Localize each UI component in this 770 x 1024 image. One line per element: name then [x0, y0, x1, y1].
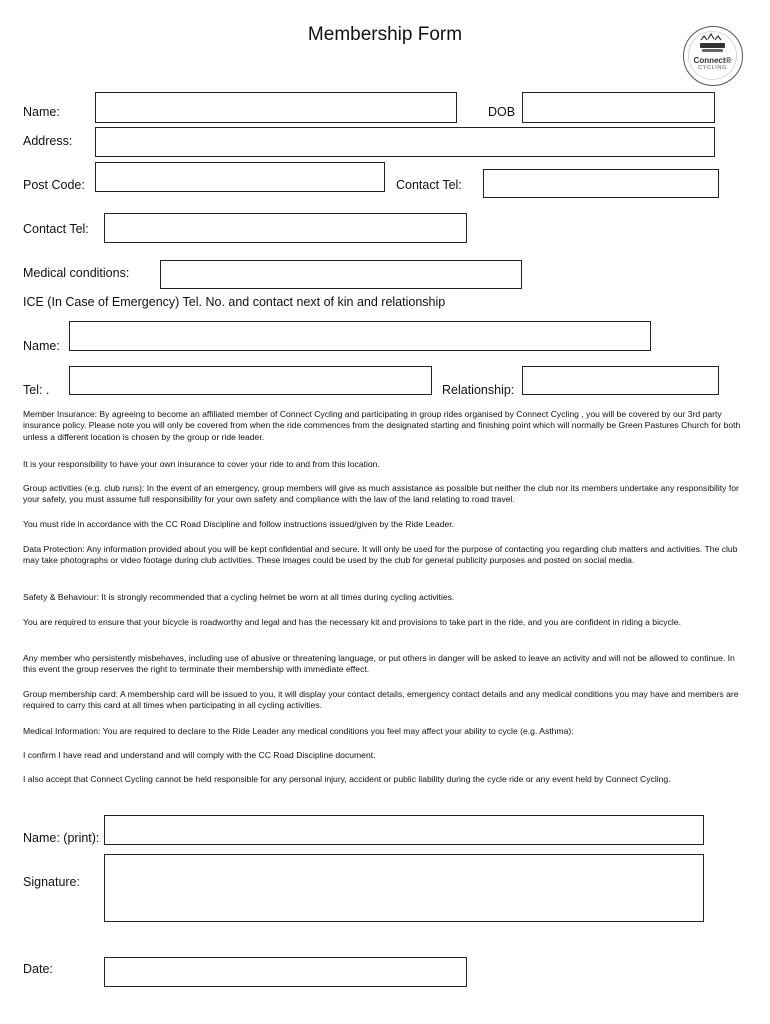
- dob-input[interactable]: [522, 92, 715, 123]
- terms-paragraph: Medical Information: You are required to declare to the Ride Leader any medical conditions you feel may affect your ability to cycle (e.g. Asthma):: [23, 726, 574, 736]
- contact-tel-label-2: Contact Tel:: [23, 222, 89, 236]
- ice-name-label: Name:: [23, 339, 60, 353]
- signature-label: Signature:: [23, 875, 80, 889]
- post-code-label: Post Code:: [23, 178, 85, 192]
- ice-tel-input[interactable]: [69, 366, 432, 395]
- name-label: Name:: [23, 105, 60, 119]
- terms-paragraph: I confirm I have read and understand and will comply with the CC Road Discipline document.: [23, 750, 376, 760]
- ice-name-input[interactable]: [69, 321, 651, 351]
- name-print-input[interactable]: [104, 815, 704, 845]
- terms-paragraph: Safety & Behaviour: It is strongly recommended that a cycling helmet be worn at all times during cycling activities.: [23, 592, 455, 602]
- terms-paragraph: You must ride in accordance with the CC Road Discipline and follow instructions issued/given by the Ride Leader.: [23, 519, 455, 529]
- date-label: Date:: [23, 962, 53, 976]
- address-input[interactable]: [95, 127, 715, 157]
- contact-tel-input-2[interactable]: [104, 213, 467, 243]
- page-title: Membership Form: [307, 24, 463, 45]
- address-label: Address:: [23, 134, 73, 148]
- logo-name: Connect®: [693, 56, 732, 65]
- post-code-input[interactable]: [95, 162, 385, 192]
- medical-conditions-label: Medical conditions:: [23, 266, 130, 280]
- terms-paragraph: Group membership card: A membership card will be issued to you, it will display your contact details, emergency contact details and any medical conditions you may have and members are required to carry this card at all times when participating in all cycling activities.: [23, 689, 739, 711]
- terms-paragraph: Any member who persistently misbehaves, including use of abusive or threatening language, or put others in danger will be asked to leave an activity and will not be allowed to continue. In this event the group reserves the right to terminate their membership with immediate effect.: [23, 653, 735, 675]
- contact-tel-input-1[interactable]: [483, 169, 719, 198]
- terms-paragraph: I also accept that Connect Cycling cannot be held responsible for any personal injury, accident or public liability during the cycle ride or any event held by Connect Cycling.: [23, 774, 671, 784]
- relationship-label: Relationship:: [442, 383, 515, 397]
- contact-tel-label-1: Contact Tel:: [396, 178, 462, 192]
- date-input[interactable]: [104, 957, 467, 987]
- terms-paragraph: Group activities (e.g. club runs): In the event of an emergency, group members will give as much assistance as possible but neither the club nor its members undertake any responsibility for your safety, you must assume full responsibility for your own safety and compliance with the law of the land relating to road travel.: [23, 483, 739, 505]
- signature-input[interactable]: [104, 854, 704, 922]
- terms-paragraph: Member Insurance: By agreeing to become an affiliated member of Connect Cycling and participating in group rides organised by Connect Cycling , you will be covered by our 3rd party insurance policy. Please note you will only be covered from when the ride commences from the designated starting and finishing point which will normally be Green Pastures Church for both unless a different location is chosen by the group or ride leader.: [23, 409, 741, 442]
- terms-paragraph: Data Protection: Any information provided about you will be kept confidential and secure. It will only be used for the purpose of contacting you regarding club matters and activities. The club may take photographs or video footage during club activities. These images could be used by the club for general publicity purposes and posted on social media.: [23, 544, 738, 566]
- relationship-input[interactable]: [522, 366, 719, 395]
- name-input[interactable]: [95, 92, 457, 123]
- connect-cycling-logo: [683, 26, 743, 86]
- ice-tel-label: Tel: .: [23, 383, 50, 397]
- name-print-label: Name: (print):: [23, 831, 100, 845]
- dob-label: DOB: [488, 105, 516, 119]
- logo-subtitle: CYCLING: [698, 65, 727, 71]
- ice-heading: ICE (In Case of Emergency) Tel. No. and contact next of kin and relationship: [23, 295, 446, 309]
- medical-conditions-input[interactable]: [160, 260, 522, 289]
- terms-paragraph: It is your responsibility to have your own insurance to cover your ride to and from this location.: [23, 459, 380, 469]
- terms-paragraph: You are required to ensure that your bicycle is roadworthy and legal and has the necessary kit and provisions to take part in the ride, and you are confident in riding a bicycle.: [23, 617, 681, 627]
